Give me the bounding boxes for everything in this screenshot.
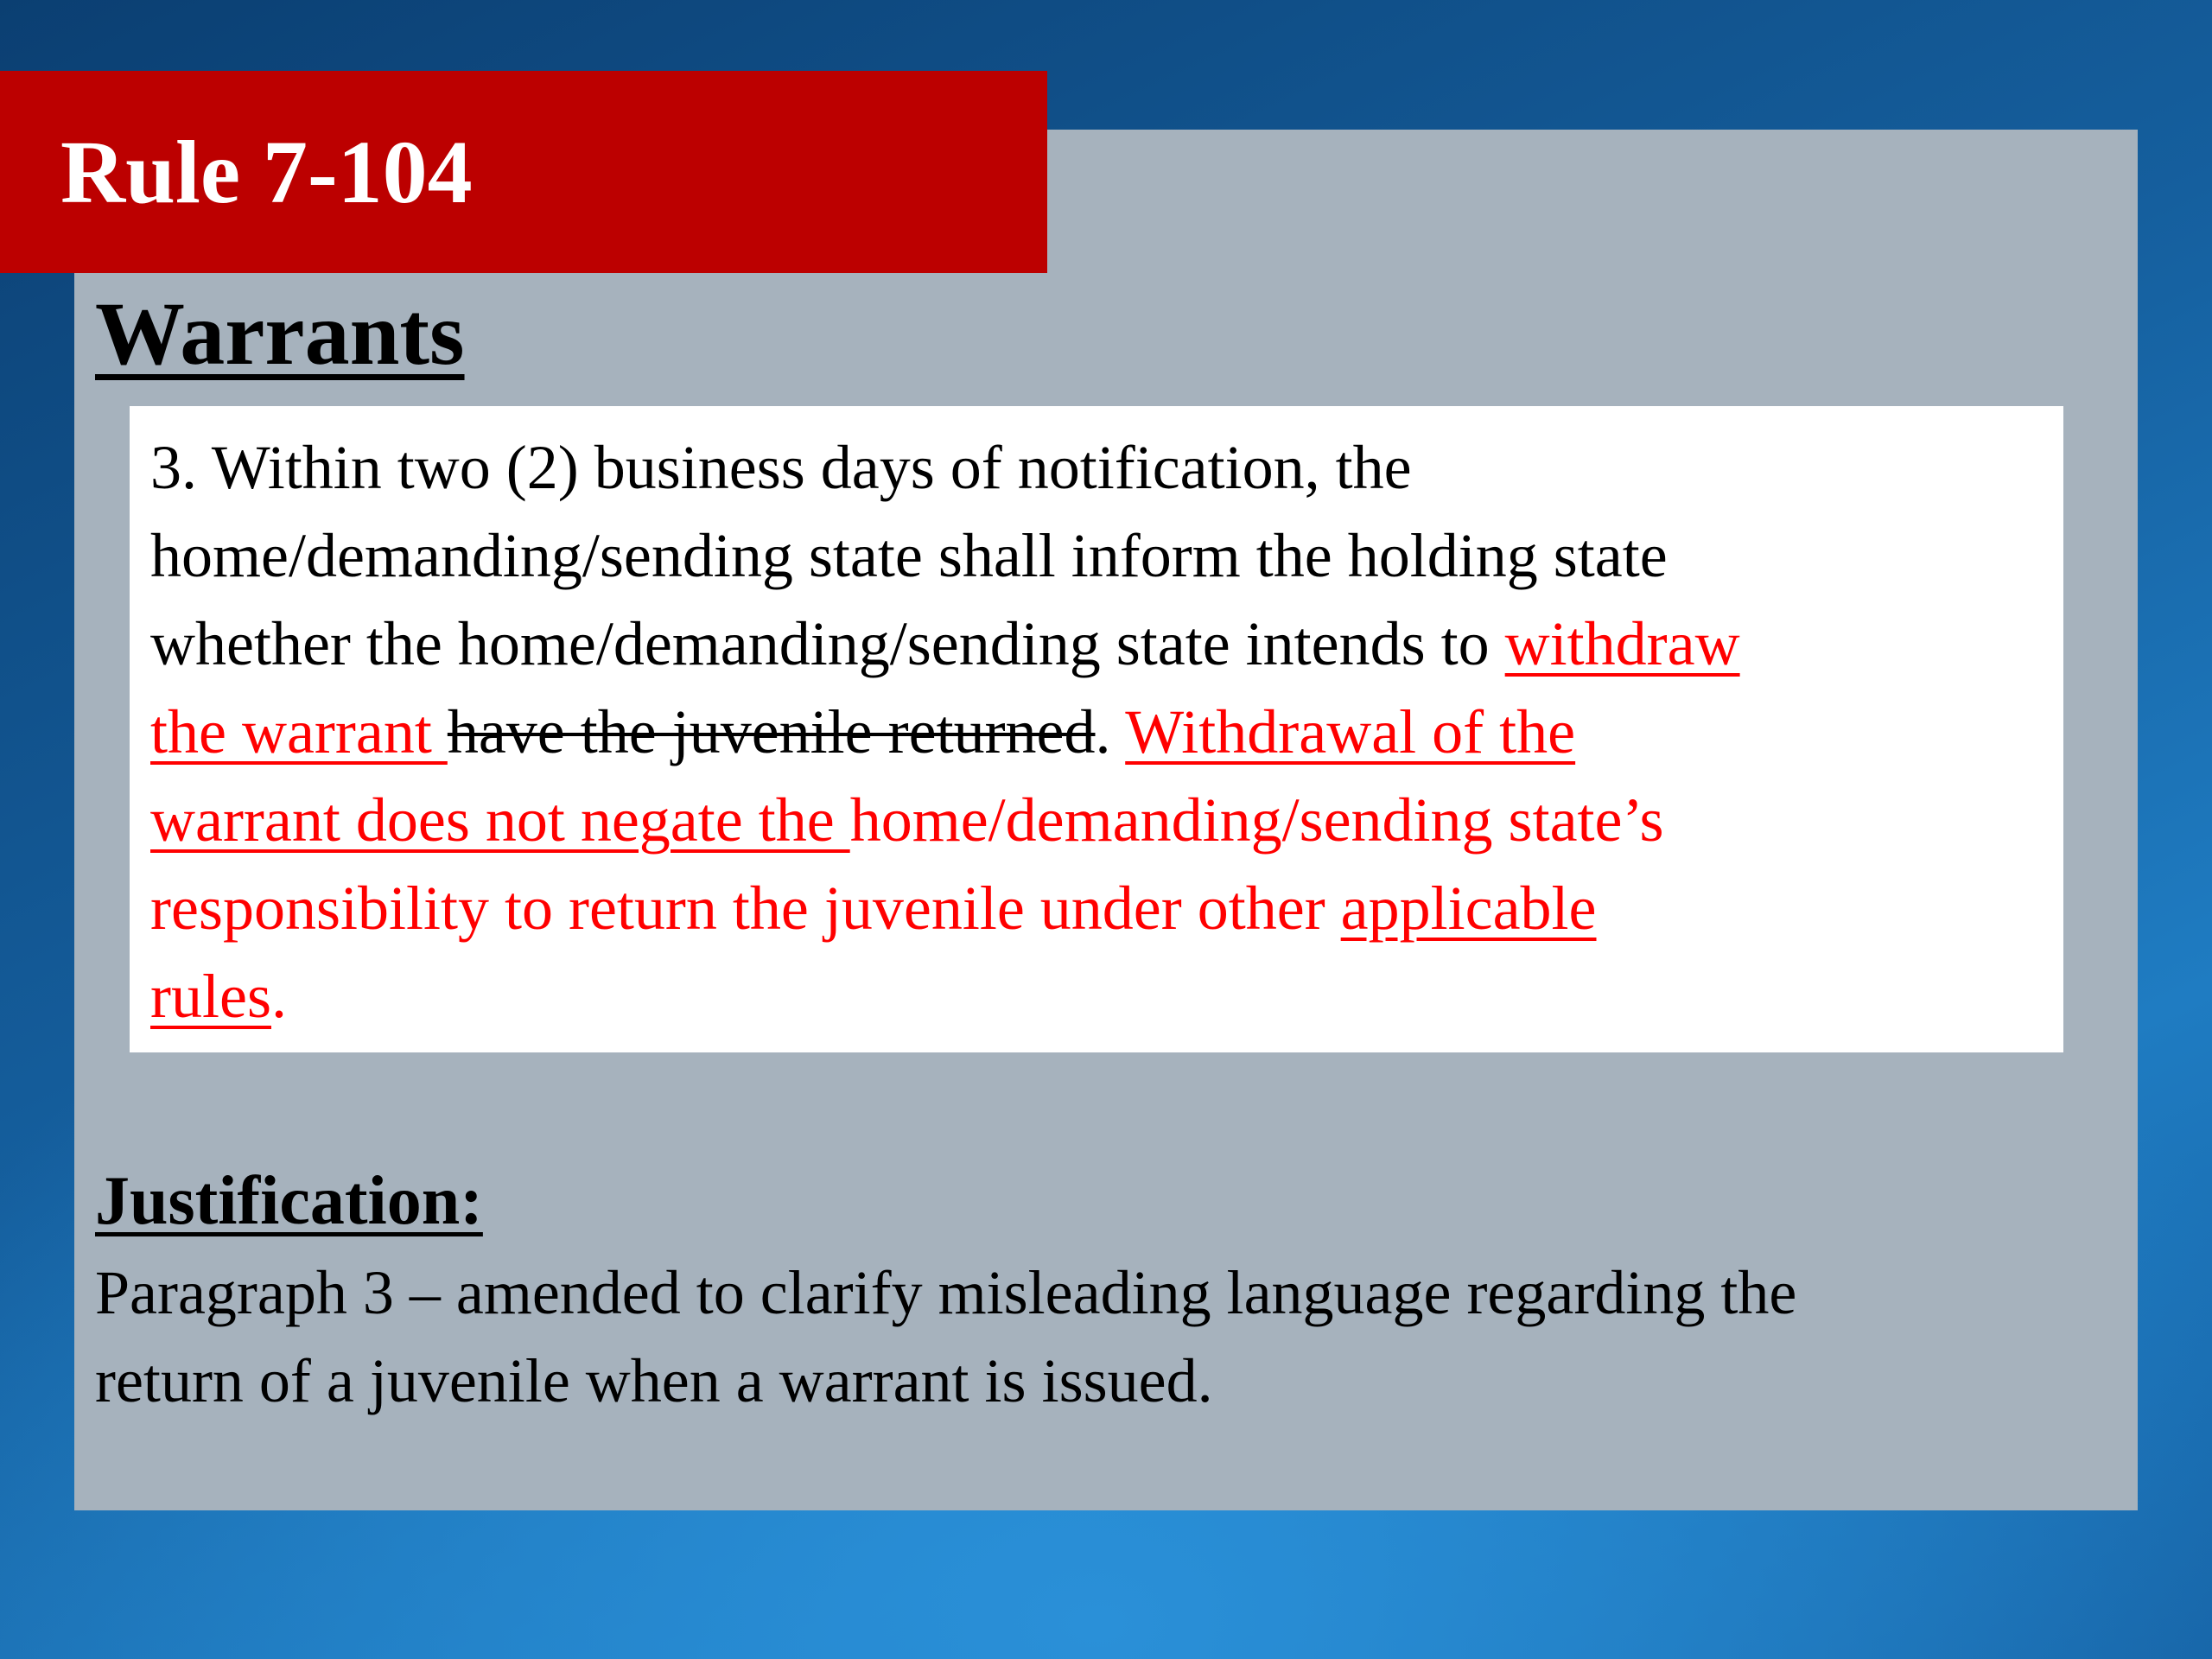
- rule-line-1: 3. Within two (2) business days of notification, the: [150, 433, 1412, 502]
- inserted-text: withdraw: [1504, 609, 1740, 678]
- inserted-text: warrant does not negate the: [150, 785, 850, 855]
- justification-line-1: Paragraph 3 – amended to clarify misleading language regarding the: [95, 1258, 1797, 1327]
- rule-line-7: [150, 952, 2051, 1040]
- rule-text-plain: .: [1095, 697, 1126, 766]
- rule-line-6: [150, 864, 2051, 952]
- red-text: responsibility to return the juvenile under other: [150, 874, 1341, 943]
- inserted-text: Withdrawal of the: [1125, 697, 1576, 766]
- rule-line-3: [150, 600, 2051, 688]
- inserted-text: applicable: [1340, 874, 1597, 943]
- rule-paragraph: [150, 423, 2051, 1040]
- rule-text-plain: whether the home/demanding/sending state intends to: [150, 609, 1505, 678]
- inserted-text: rules: [150, 962, 271, 1031]
- slide-title: Rule 7-104: [60, 123, 473, 222]
- justification-heading: Justification:: [95, 1163, 483, 1239]
- justification-line-2: return of a juvenile when a warrant is issued.: [95, 1346, 1213, 1415]
- rule-line-5: [150, 776, 2051, 864]
- rule-line-4: [150, 688, 2051, 776]
- section-heading: Warrants: [95, 284, 465, 384]
- rule-text-box: [130, 406, 2063, 1052]
- rule-line-2: home/demanding/sending state shall inform the holding state: [150, 521, 1668, 590]
- justification-text: [95, 1249, 2117, 1425]
- red-text: home/demanding/sending state’s: [849, 785, 1664, 855]
- deleted-text: have the juvenile returned: [447, 697, 1096, 766]
- inserted-text: the warrant: [150, 697, 448, 766]
- red-text: .: [270, 962, 287, 1031]
